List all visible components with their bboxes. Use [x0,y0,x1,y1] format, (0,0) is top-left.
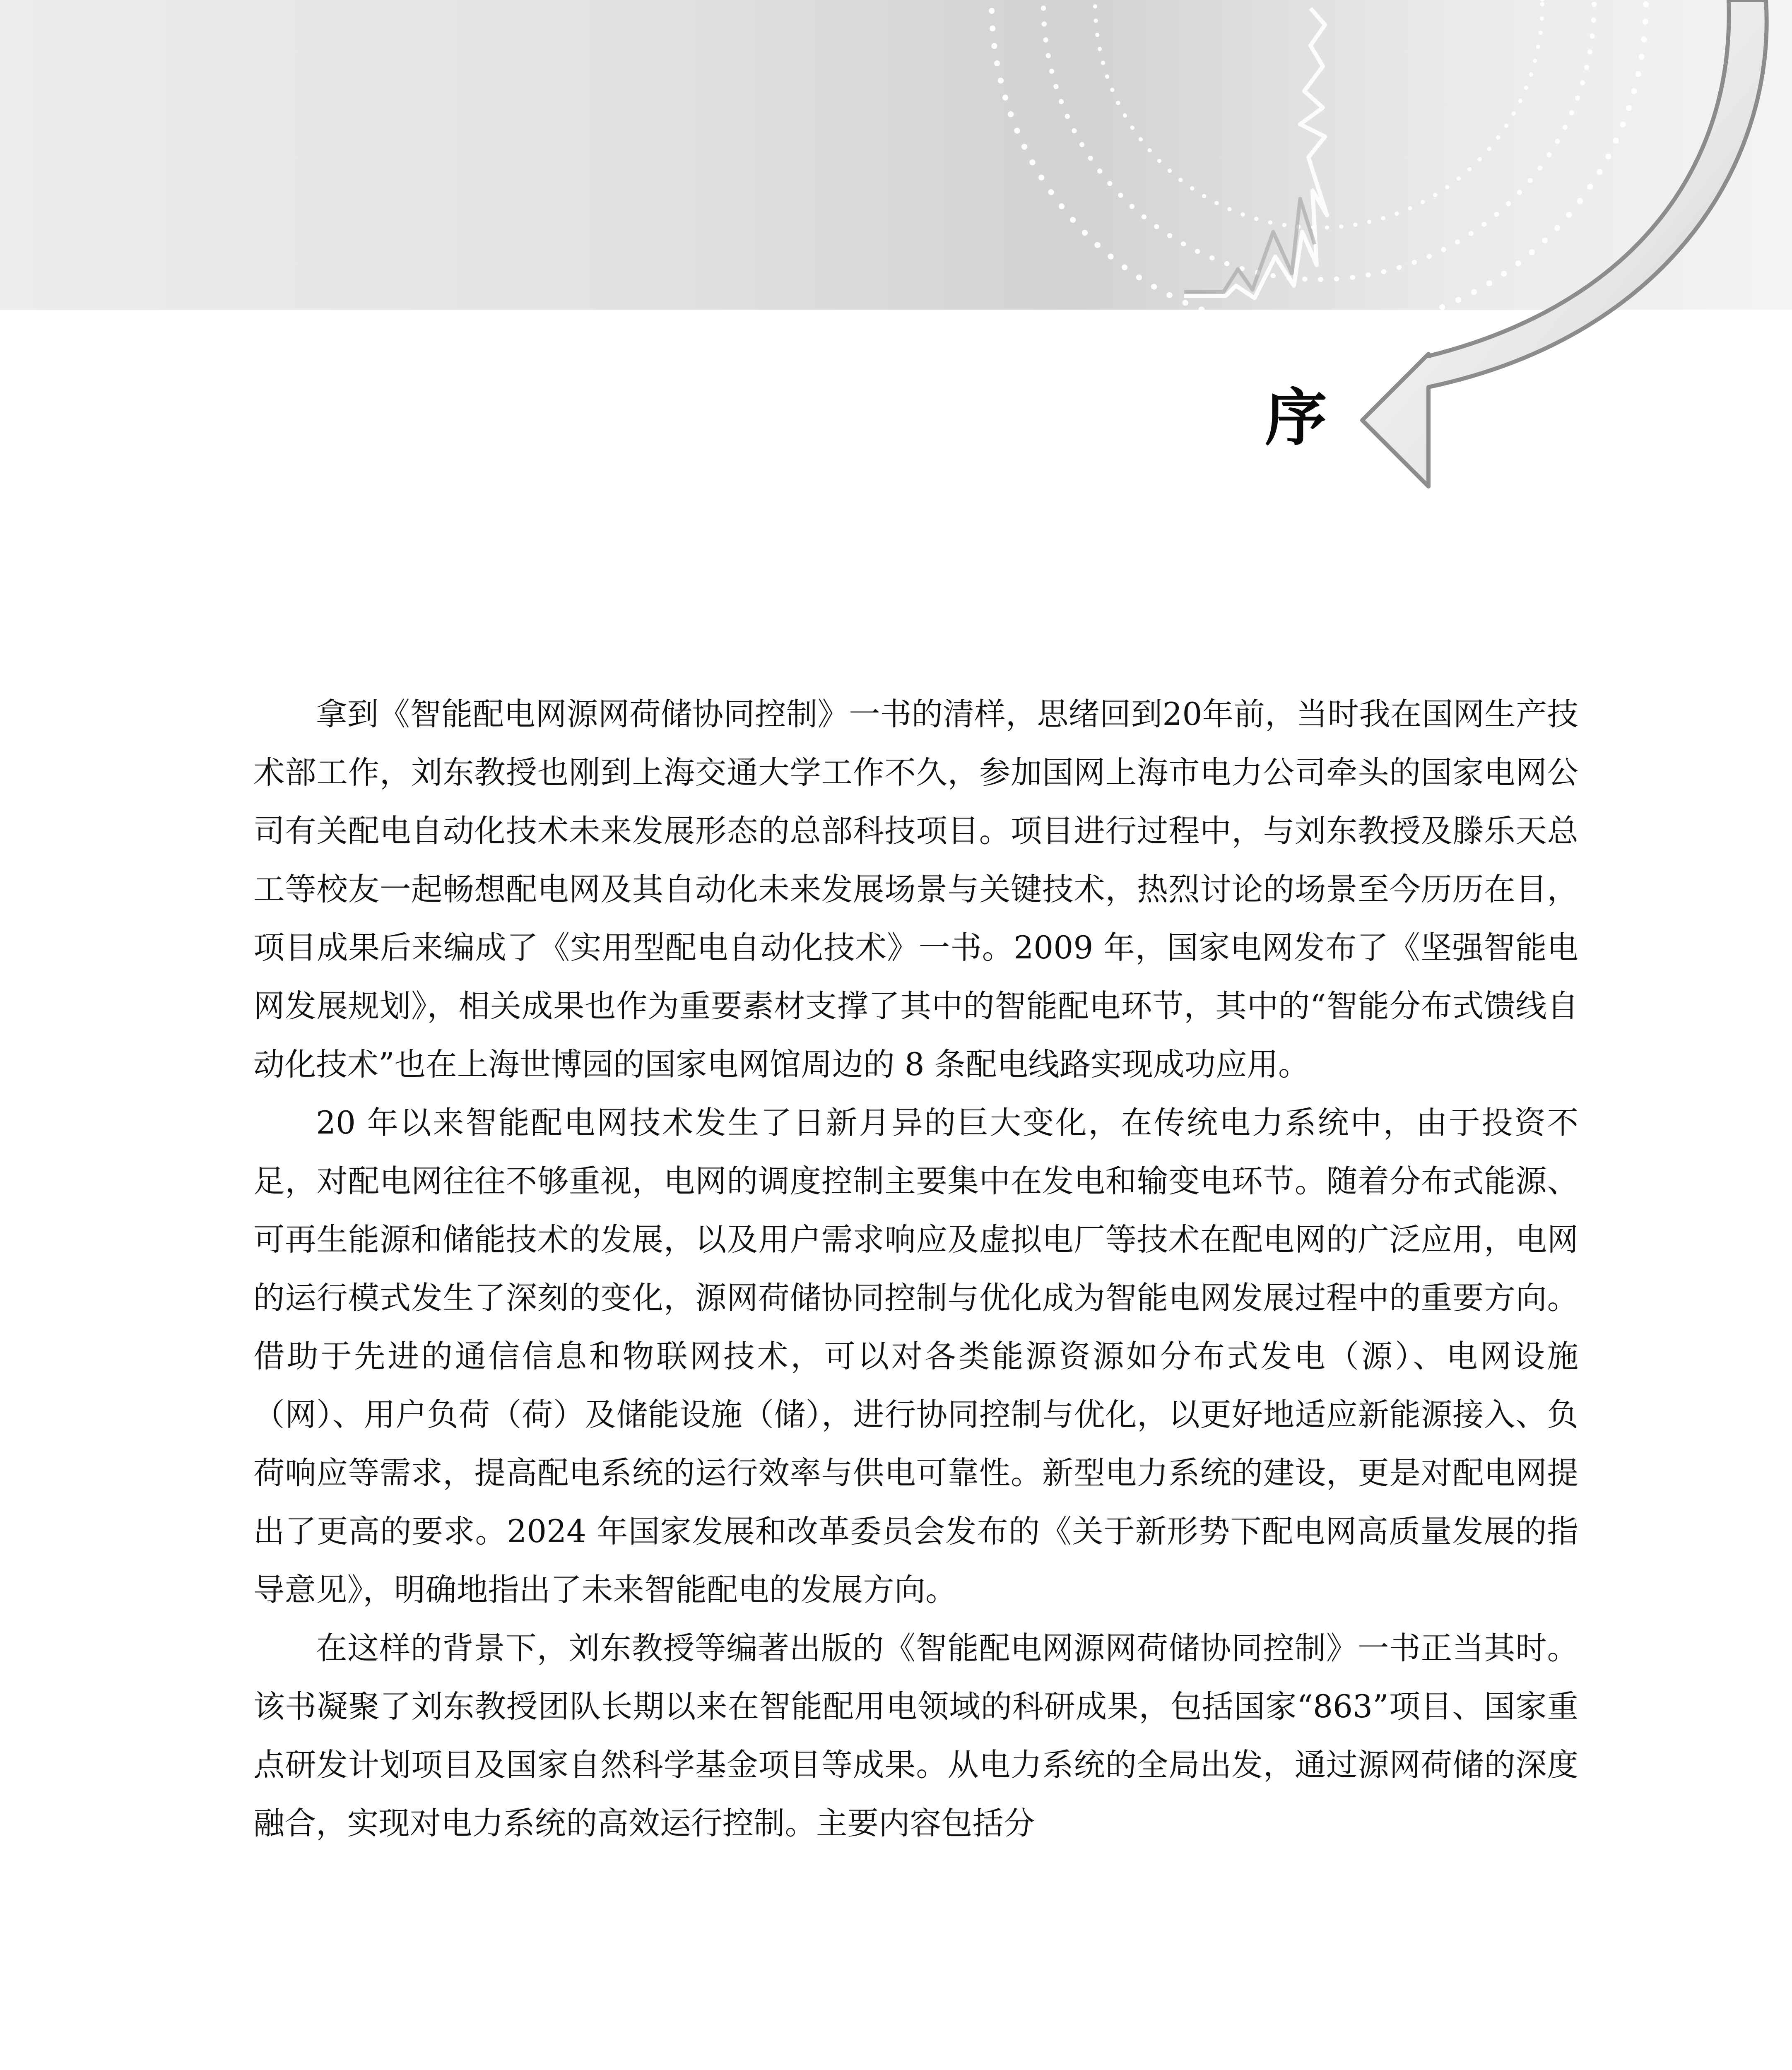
dotted-circle-outer [992,0,1646,331]
waveform-line [1184,8,1327,298]
paragraph-1: 拿到《智能配电网源网荷储协同控制》一书的清样，思绪回到20年前，当时我在国网生产技术部工作，刘东教授也刚到上海交通大学工作不久，参加国网上海市电力公司牵头的国家电网公司有关配电自动化技术未来发展形态的总部科技项目。项目进行过程中，与刘东教授及滕乐天总工等校友一起畅想配电网及其自动化未来发展场景与关键技术，热烈讨论的场景至今历历在目，项目成果后来编成了《实用型配电自动化技术》一书。2009 年，国家电网发布了《坚强智能电网发展规划》，相关成果也作为重要素材支撑了其中的智能配电环节，其中的“智能分布式馈线自动化技术”也在上海世博园的国家电网馆周边的 8 条配电线路实现成功应用。 [253,696,1578,1083]
curved-arrow-icon [1362,0,1767,486]
paragraph-3: 在这样的背景下，刘东教授等编著出版的《智能配电网源网荷储协同控制》一书正当其时。该书凝聚了刘东教授团队长期以来在智能配用电领域的科研成果，包括国家“863”项目、国家重点研发计划项目及国家自然科学基金项目等成果。从电力系统的全局出发，通过源网荷储的深度融合，实现对电力系统的高效运行控制。主要内容包括分 [253,1630,1578,1841]
body-text [253,685,1578,1853]
paragraph-2: 20 年以来智能配电网技术发生了日新月异的巨大变化，在传统电力系统中，由于投资不足，对配电网往往不够重视，电网的调度控制主要集中在发电和输变电环节。随着分布式能源、可再生能源和储能技术的发展，以及用户需求响应及虚拟电厂等技术在配电网的广泛应用，电网的运行模式发生了深刻的变化，源网荷储协同控制与优化成为智能电网发展过程中的重要方向。借助于先进的通信信息和物联网技术，可以对各类能源资源如分布式发电（源）、电网设施（网）、用户负荷（荷）及储能设施（储），进行协同控制与优化，以更好地适应新能源接入、负荷响应等需求，提高配电系统的运行效率与供电可靠性。新型电力系统的建设，更是对配电网提出了更高的要求。2024 年国家发展和改革委员会发布的《关于新形势下配电网高质量发展的指导意见》，明确地指出了未来智能配电的发展方向。 [253,1105,1578,1608]
dotted-circle-middle [1043,0,1594,279]
chapter-title: 序 [1265,382,1327,454]
header-decoration [0,0,1792,497]
